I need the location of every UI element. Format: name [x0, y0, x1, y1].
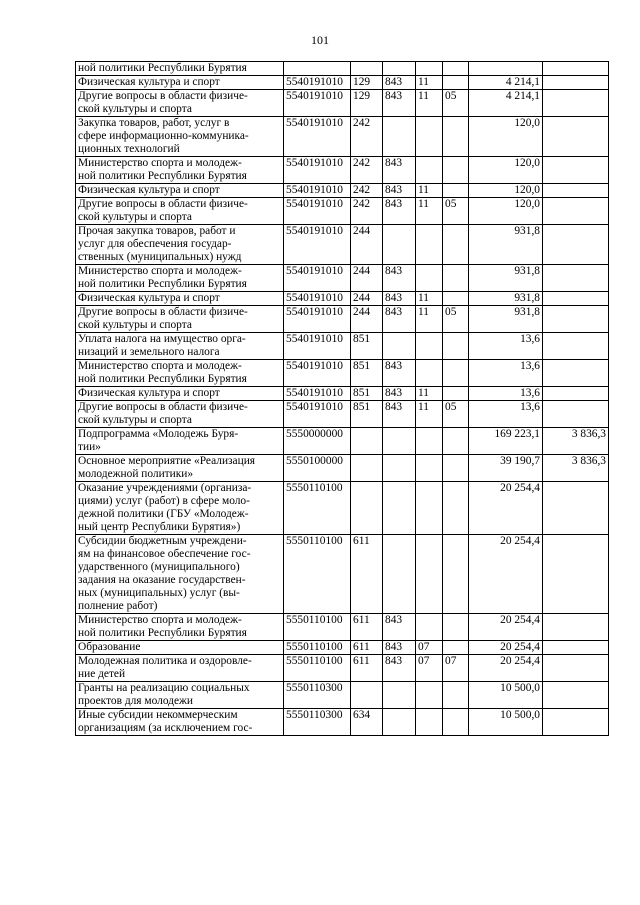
page-number: 101: [311, 33, 329, 47]
expense-type-code-cell: 611: [351, 655, 383, 682]
target-article-code-cell: 5550110100: [284, 535, 351, 614]
extra-amount-cell: [543, 360, 609, 387]
amount-cell: 931,8: [469, 292, 543, 306]
amount-cell: 39 190,7: [469, 455, 543, 482]
department-code-cell: [383, 482, 416, 535]
expense-type-code-cell: 242: [351, 184, 383, 198]
expense-type-code-cell: 851: [351, 401, 383, 428]
target-article-code-cell: 5540191010: [284, 90, 351, 117]
target-article-code-cell: 5540191010: [284, 306, 351, 333]
section-code-cell: 11: [416, 198, 443, 225]
section-code-cell: 07: [416, 655, 443, 682]
section-code-cell: 11: [416, 90, 443, 117]
subsection-code-cell: [443, 535, 469, 614]
section-code-cell: [416, 333, 443, 360]
amount-cell: 20 254,4: [469, 641, 543, 655]
table-row: [76, 709, 609, 736]
table-row: [76, 455, 609, 482]
target-article-code-cell: 5540191010: [284, 157, 351, 184]
table-row: [76, 360, 609, 387]
amount-cell: 120,0: [469, 117, 543, 157]
target-article-code-cell: 5550110100: [284, 655, 351, 682]
department-code-cell: [383, 62, 416, 76]
table-row: [76, 62, 609, 76]
item-name-cell: Оказание учреждениями (организа- циями) услуг (работ) в сфере моло- дежной политики (ГБУ «Молодеж- ный центр Республики Бурятия»): [76, 482, 284, 535]
section-code-cell: 07: [416, 641, 443, 655]
table-row: [76, 117, 609, 157]
item-name-cell: Физическая культура и спорт: [76, 76, 284, 90]
department-code-cell: 843: [383, 292, 416, 306]
item-name-cell: Молодежная политика и оздоровле- ние детей: [76, 655, 284, 682]
subsection-code-cell: [443, 360, 469, 387]
section-code-cell: [416, 157, 443, 184]
item-name-cell: Министерство спорта и молодеж- ной политики Республики Бурятия: [76, 157, 284, 184]
target-article-code-cell: 5550110100: [284, 641, 351, 655]
extra-amount-cell: 3 836,3: [543, 428, 609, 455]
item-name-cell: Другие вопросы в области физиче- ской культуры и спорта: [76, 198, 284, 225]
target-article-code-cell: 5550110300: [284, 682, 351, 709]
subsection-code-cell: [443, 157, 469, 184]
expense-type-code-cell: 611: [351, 614, 383, 641]
expense-type-code-cell: 242: [351, 198, 383, 225]
department-code-cell: [383, 225, 416, 265]
item-name-cell: Прочая закупка товаров, работ и услуг для обеспечения государ- ственных (муниципальных) нужд: [76, 225, 284, 265]
subsection-code-cell: [443, 614, 469, 641]
department-code-cell: 843: [383, 641, 416, 655]
target-article-code-cell: 5540191010: [284, 184, 351, 198]
section-code-cell: 11: [416, 387, 443, 401]
amount-cell: 120,0: [469, 198, 543, 225]
item-name-cell: Иные субсидии некоммерческим организациям (за исключением гос-: [76, 709, 284, 736]
table-row: [76, 641, 609, 655]
subsection-code-cell: [443, 225, 469, 265]
subsection-code-cell: [443, 117, 469, 157]
item-name-cell: Гранты на реализацию социальных проектов для молодежи: [76, 682, 284, 709]
item-name-cell: Министерство спорта и молодеж- ной политики Республики Бурятия: [76, 265, 284, 292]
target-article-code-cell: 5540191010: [284, 117, 351, 157]
subsection-code-cell: [443, 184, 469, 198]
extra-amount-cell: [543, 62, 609, 76]
department-code-cell: 843: [383, 157, 416, 184]
extra-amount-cell: [543, 292, 609, 306]
expense-type-code-cell: [351, 62, 383, 76]
item-name-cell: Другие вопросы в области физиче- ской культуры и спорта: [76, 90, 284, 117]
expense-type-code-cell: 244: [351, 265, 383, 292]
department-code-cell: [383, 535, 416, 614]
item-name-cell: ной политики Республики Бурятия: [76, 62, 284, 76]
extra-amount-cell: [543, 682, 609, 709]
expense-type-code-cell: 611: [351, 641, 383, 655]
subsection-code-cell: [443, 482, 469, 535]
expense-type-code-cell: 634: [351, 709, 383, 736]
subsection-code-cell: 05: [443, 401, 469, 428]
amount-cell: 931,8: [469, 265, 543, 292]
target-article-code-cell: 5540191010: [284, 265, 351, 292]
section-code-cell: [416, 709, 443, 736]
target-article-code-cell: [284, 62, 351, 76]
section-code-cell: 11: [416, 292, 443, 306]
department-code-cell: 843: [383, 401, 416, 428]
section-code-cell: [416, 117, 443, 157]
section-code-cell: [416, 455, 443, 482]
table-row: [76, 333, 609, 360]
item-name-cell: Образование: [76, 641, 284, 655]
amount-cell: 20 254,4: [469, 535, 543, 614]
target-article-code-cell: 5540191010: [284, 401, 351, 428]
expense-type-code-cell: 851: [351, 360, 383, 387]
amount-cell: 13,6: [469, 360, 543, 387]
target-article-code-cell: 5550000000: [284, 428, 351, 455]
expense-type-code-cell: 611: [351, 535, 383, 614]
extra-amount-cell: [543, 709, 609, 736]
amount-cell: [469, 62, 543, 76]
department-code-cell: 843: [383, 387, 416, 401]
target-article-code-cell: 5540191010: [284, 360, 351, 387]
item-name-cell: Министерство спорта и молодеж- ной политики Республики Бурятия: [76, 614, 284, 641]
expense-type-code-cell: [351, 482, 383, 535]
extra-amount-cell: [543, 614, 609, 641]
table-row: [76, 482, 609, 535]
expense-type-code-cell: [351, 428, 383, 455]
table-row: [76, 198, 609, 225]
section-code-cell: [416, 614, 443, 641]
department-code-cell: 843: [383, 360, 416, 387]
amount-cell: 13,6: [469, 387, 543, 401]
extra-amount-cell: [543, 157, 609, 184]
expense-type-code-cell: 242: [351, 157, 383, 184]
target-article-code-cell: 5550110300: [284, 709, 351, 736]
extra-amount-cell: [543, 184, 609, 198]
subsection-code-cell: [443, 62, 469, 76]
department-code-cell: [383, 709, 416, 736]
target-article-code-cell: 5540191010: [284, 225, 351, 265]
subsection-code-cell: 05: [443, 306, 469, 333]
amount-cell: 10 500,0: [469, 709, 543, 736]
table-row: [76, 306, 609, 333]
subsection-code-cell: [443, 333, 469, 360]
expense-type-code-cell: 244: [351, 306, 383, 333]
amount-cell: 20 254,4: [469, 655, 543, 682]
extra-amount-cell: [543, 482, 609, 535]
department-code-cell: [383, 682, 416, 709]
amount-cell: 931,8: [469, 306, 543, 333]
table-row: [76, 682, 609, 709]
subsection-code-cell: 07: [443, 655, 469, 682]
extra-amount-cell: [543, 76, 609, 90]
item-name-cell: Субсидии бюджетным учреждени- ям на финансовое обеспечение гос- ударственного (муниципального) задания на оказание государствен- ных (муниципальных) услуг (вы- полнение работ): [76, 535, 284, 614]
department-code-cell: [383, 428, 416, 455]
expense-type-code-cell: 851: [351, 333, 383, 360]
subsection-code-cell: [443, 709, 469, 736]
amount-cell: 4 214,1: [469, 90, 543, 117]
amount-cell: 20 254,4: [469, 614, 543, 641]
extra-amount-cell: [543, 641, 609, 655]
expense-type-code-cell: [351, 682, 383, 709]
subsection-code-cell: [443, 265, 469, 292]
amount-cell: 931,8: [469, 225, 543, 265]
section-code-cell: [416, 682, 443, 709]
department-code-cell: 843: [383, 655, 416, 682]
extra-amount-cell: [543, 225, 609, 265]
extra-amount-cell: [543, 306, 609, 333]
expense-type-code-cell: 242: [351, 117, 383, 157]
table-row: [76, 387, 609, 401]
section-code-cell: 11: [416, 306, 443, 333]
department-code-cell: 843: [383, 265, 416, 292]
extra-amount-cell: [543, 265, 609, 292]
extra-amount-cell: [543, 90, 609, 117]
expense-type-code-cell: [351, 455, 383, 482]
department-code-cell: 843: [383, 614, 416, 641]
section-code-cell: [416, 535, 443, 614]
item-name-cell: Основное мероприятие «Реализация молодежной политики»: [76, 455, 284, 482]
table-row: [76, 614, 609, 641]
target-article-code-cell: 5550100000: [284, 455, 351, 482]
amount-cell: 20 254,4: [469, 482, 543, 535]
extra-amount-cell: [543, 333, 609, 360]
table-row: [76, 292, 609, 306]
budget-table-body: [76, 62, 609, 736]
subsection-code-cell: [443, 292, 469, 306]
item-name-cell: Закупка товаров, работ, услуг в сфере информационно-коммуника- ционных технологий: [76, 117, 284, 157]
department-code-cell: 843: [383, 76, 416, 90]
expense-type-code-cell: 244: [351, 225, 383, 265]
amount-cell: 120,0: [469, 157, 543, 184]
target-article-code-cell: 5540191010: [284, 76, 351, 90]
item-name-cell: Физическая культура и спорт: [76, 387, 284, 401]
extra-amount-cell: [543, 655, 609, 682]
extra-amount-cell: [543, 117, 609, 157]
department-code-cell: 843: [383, 184, 416, 198]
expense-type-code-cell: 851: [351, 387, 383, 401]
target-article-code-cell: 5540191010: [284, 292, 351, 306]
item-name-cell: Министерство спорта и молодеж- ной политики Республики Бурятия: [76, 360, 284, 387]
extra-amount-cell: [543, 198, 609, 225]
item-name-cell: Физическая культура и спорт: [76, 184, 284, 198]
item-name-cell: Подпрограмма «Молодежь Буря- тии»: [76, 428, 284, 455]
department-code-cell: 843: [383, 90, 416, 117]
table-row: [76, 184, 609, 198]
subsection-code-cell: 05: [443, 198, 469, 225]
target-article-code-cell: 5540191010: [284, 387, 351, 401]
section-code-cell: 11: [416, 401, 443, 428]
amount-cell: 10 500,0: [469, 682, 543, 709]
extra-amount-cell: [543, 535, 609, 614]
item-name-cell: Уплата налога на имущество орга- низаций и земельного налога: [76, 333, 284, 360]
section-code-cell: [416, 225, 443, 265]
section-code-cell: [416, 482, 443, 535]
target-article-code-cell: 5540191010: [284, 333, 351, 360]
item-name-cell: Другие вопросы в области физиче- ской культуры и спорта: [76, 306, 284, 333]
table-row: [76, 428, 609, 455]
target-article-code-cell: 5550110100: [284, 614, 351, 641]
extra-amount-cell: [543, 387, 609, 401]
subsection-code-cell: [443, 76, 469, 90]
subsection-code-cell: 05: [443, 90, 469, 117]
table-row: [76, 76, 609, 90]
subsection-code-cell: [443, 641, 469, 655]
department-code-cell: 843: [383, 198, 416, 225]
section-code-cell: [416, 428, 443, 455]
target-article-code-cell: 5540191010: [284, 198, 351, 225]
section-code-cell: [416, 265, 443, 292]
item-name-cell: Другие вопросы в области физиче- ской культуры и спорта: [76, 401, 284, 428]
subsection-code-cell: [443, 455, 469, 482]
department-code-cell: [383, 455, 416, 482]
subsection-code-cell: [443, 387, 469, 401]
table-row: [76, 535, 609, 614]
section-code-cell: 11: [416, 76, 443, 90]
amount-cell: 13,6: [469, 401, 543, 428]
subsection-code-cell: [443, 428, 469, 455]
amount-cell: 120,0: [469, 184, 543, 198]
table-row: [76, 157, 609, 184]
amount-cell: 13,6: [469, 333, 543, 360]
expense-type-code-cell: 244: [351, 292, 383, 306]
table-row: [76, 225, 609, 265]
amount-cell: 4 214,1: [469, 76, 543, 90]
item-name-cell: Физическая культура и спорт: [76, 292, 284, 306]
table-row: [76, 265, 609, 292]
extra-amount-cell: [543, 401, 609, 428]
department-code-cell: [383, 117, 416, 157]
section-code-cell: 11: [416, 184, 443, 198]
section-code-cell: [416, 62, 443, 76]
table-row: [76, 401, 609, 428]
department-code-cell: [383, 333, 416, 360]
section-code-cell: [416, 360, 443, 387]
table-row: [76, 90, 609, 117]
table-row: [76, 655, 609, 682]
budget-table: [75, 61, 609, 736]
target-article-code-cell: 5550110100: [284, 482, 351, 535]
amount-cell: 169 223,1: [469, 428, 543, 455]
expense-type-code-cell: 129: [351, 90, 383, 117]
extra-amount-cell: 3 836,3: [543, 455, 609, 482]
expense-type-code-cell: 129: [351, 76, 383, 90]
department-code-cell: 843: [383, 306, 416, 333]
subsection-code-cell: [443, 682, 469, 709]
